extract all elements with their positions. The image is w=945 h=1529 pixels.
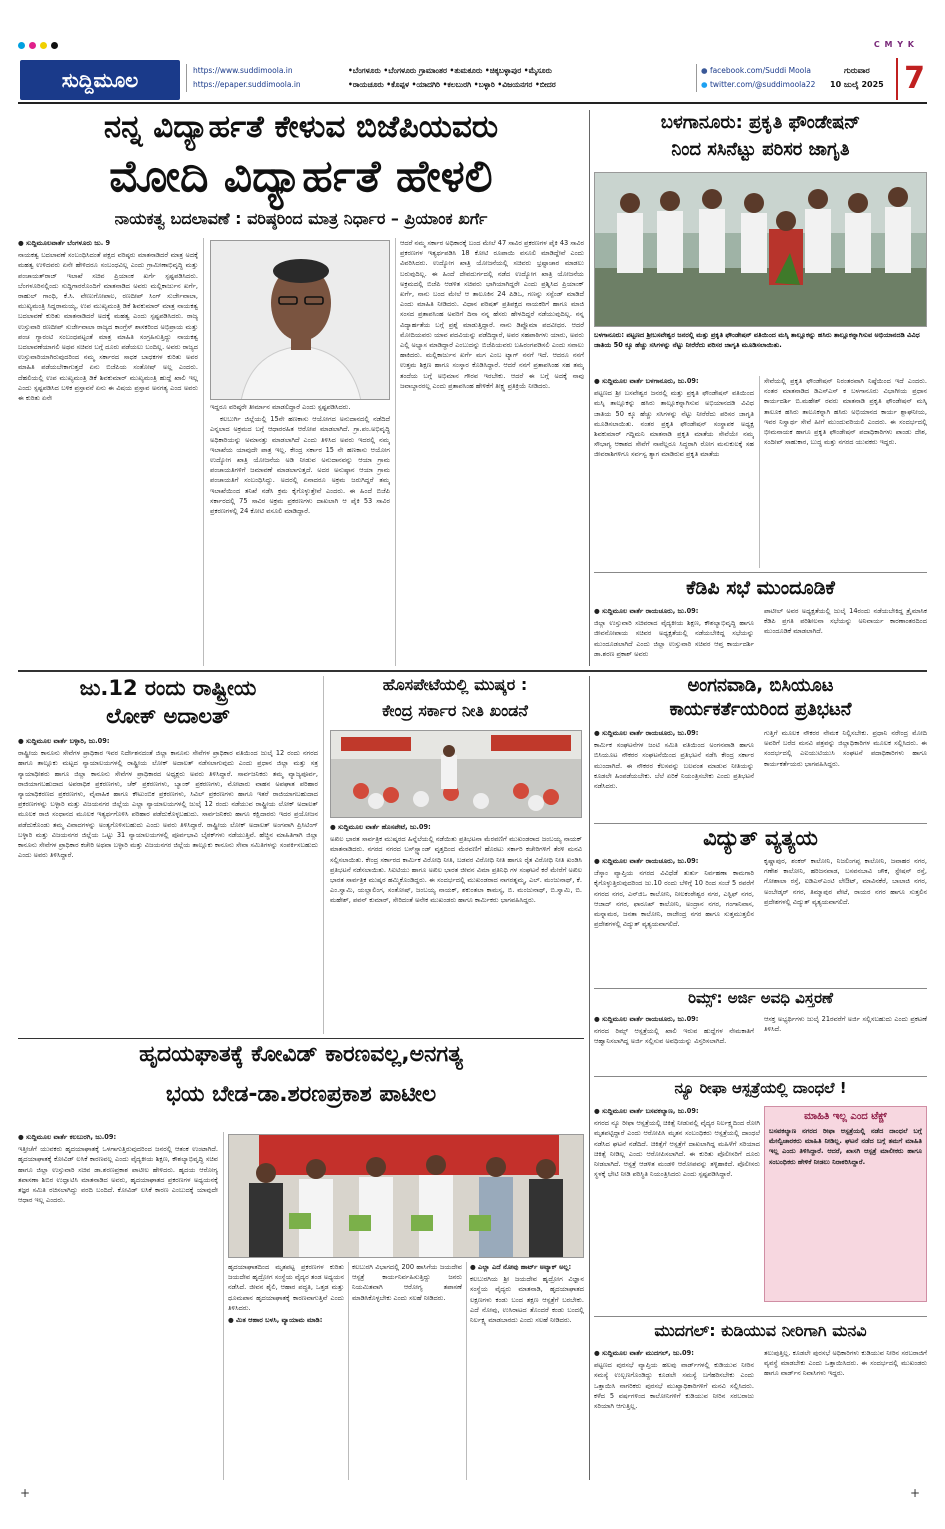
lead-column-2 [210, 402, 390, 666]
lead-text: ನಾಯಕತ್ವ ಬದಲಾವಣೆ ಸಂಬಂಧಿಸಿದಂತೆ ಪಕ್ಷದ ವರಿಷ್ಠರು ಮಾತನಾಡಿದರೆ ಮಾತ್ರ ಅದಕ್ಕೆ ಮಹತ್ವ ಉಳಿದವರು ಏನೇ ಹೇಳಿದರೂ ಸಂಬಂಧವಿಲ್ಲ ಎಂದು ಗ್ರಾಮೀಣಾಭಿವೃದ್ಧಿ ಮತ್ತು ಪಂಚಾಯತ್‌ರಾಜ್ ಇಲಾಖೆ ಸಚಿವ ಪ್ರಿಯಾಂಕ ಖರ್ಗೆ ಸ್ಪಷ್ಟಪಡಿಸಿದರು. ಬೆಂಗಳೂರಿನಲ್ಲಿಂದು ಸುದ್ದಿಗಾರರೊಂದಿಗೆ ಮಾತನಾಡಿದ ಅವರು ಮಲ್ಲಿಕಾರ್ಜುನ ಖರ್ಗೆ, ರಾಹುಲ್ ಗಾಂಧಿ, ಕೆ.ಸಿ. ವೇಣುಗೋಪಾಲ, ರಣದೀಪ್ ಸಿಂಗ್ ಸುರ್ಜೇವಾಲಾ, ಮುಖ್ಯಮಂತ್ರಿ ಸಿದ್ದರಾಮಯ್ಯ, ಉಪ ಮುಖ್ಯಮಂತ್ರಿ ಡಿಕೆ ಶಿವಕುಮಾರ್ ಮಾತ್ರ ನಾಯಕತ್ವ ಬದಲಾವಣೆ ಕುರಿತು ಮಾತನಾಡಿದರೆ ಅದಕ್ಕೆ ಮಹತ್ವ ಎಂದು ಸ್ಪಷ್ಟಪಡಿಸಿದರು. ರಾಜ್ಯ ಉಸ್ತುವಾರಿ ರಣದೀಪ್ ಸುರ್ಜೇವಾಲಾ ರಾಜ್ಯದ ಕಾಂಗ್ರೆಸ್ ಶಾಸಕರಿಂದ ಅಭಿಪ್ರಾಯ ಮತ್ತು ಪಂಚ ಗ್ಯಾರಂಟಿ ಸಂಬಂಧಪಟ್ಟಂತೆ ಮಾತ್ರ ಮಾಹಿತಿ ಸಂಗ್ರಹಿಸುತ್ತಿದ್ದು ನಾಯಕತ್ವ ಬದಲಾವಣೆಯಾಗಲಿ ಅಥವ ಸಚಿವರ ಬಗ್ಗೆ ದೂರು ಪಡೆಯಲು ಬಂದಿಲ್ಲ. ಅವರು ರಾಜ್ಯದ ಉಸ್ತುವಾರಿಯಾಗಿರುವುದರಿಂದ ನಮ್ಮ ಸರ್ಕಾರದ ಸಾಧಕ ಬಾಧಕಗಳ ಕುರಿತು ಅವರ ಮಾಹಿತಿ ಪಡೆಯಬೇಕಾಗುತ್ತದೆ ಏನು ಬಿಜೆಪಿಯ ಸಂತೋಷ್ ಅಲ್ಲ ಎಂದರು. ದೆಹಲಿಯಲ್ಲಿ ಉಪ ಮುಖ್ಯಮಂತ್ರಿ ಡಿಕೆ ಶಿವಕುಮಾರ್ ಮುಖ್ಯಮಂತ್ರಿ ಹುದ್ದೆ ಖಾಲಿ ಇಲ್ಲ ಎಂದು ಸ್ಪಷ್ಟಪಡಿಸಿದ ಬಳಿಕ ಪ್ರಸ್ತಾವನೆ ಏನು ಈ ವಿಷಯ ಪ್ರಸ್ತಾವ ಅನಗತ್ಯ ಎಂದ ಅವರು ಈ ಕುರಿತು ಏನೇ [18, 251, 198, 403]
covid-column-2 [228, 1262, 344, 1480]
kdp-column-1 [594, 606, 754, 666]
hospet-body [330, 822, 582, 1034]
tree-planting-photo [594, 172, 927, 327]
lead-column-1 [18, 238, 198, 666]
power-text: ಜೆಸ್ಕಾಂ ವ್ಯಾಪ್ತಿಯ ನಗರದ ವಿವಿಧೆಡೆ ತುರ್ತು ನಿರ್ವಹಣಾ ಕಾಮಗಾರಿ ಕೈಗೊಳ್ಳುತ್ತಿರುವುದರಿಂದ ಜು.10 ರಂದು ಬೆಳಿಗ್ಗೆ 10 ರಿಂದ ಸಂಜೆ 5 ರವರೆಗೆ ನಗರದ ನಗರ, ಎನ್‌ಜಿಒ ಕಾಲೋನಿ, ನೀಲಕಂಠೇಶ್ವರ ನಗರ, ಎಸ್ಟಿಫ್ ನಗರ, ಆಜಾದ್ ನಗರ, ಫಾರೂಖ್ ಕಾಲೋನಿ, ಅಂದ್ರಾನ ನಗರ, ಗಂಗಾನಿವಾಸ, ಮನ್ನಾಮಠ, ಜನತಾ ಕಾಲೋನಿ, ರಾಜೇಂದ್ರ ನಗರ ಹಾಗೂ ಸುತ್ತಮುತ್ತಲಿನ ಪ್ರದೇಶಗಳಲ್ಲಿ ವಿದ್ಯುತ್ ವ್ಯತ್ಯಯವಾಗಲಿದೆ. [594, 869, 754, 929]
rifa-sidebar-text: ಬಸವಕಲ್ಯಾಣ ನಗರದ ರೀಫಾ ಆಸ್ಪತ್ರೆಯಲ್ಲಿ ನಡೆದ ದಾಂಧಲೆ ಬಗ್ಗೆ ಮೇಲ್ವಿಚಾರಕರು ಮಾಹಿತಿ ನೀಡಿಲ್ಲ. ಘಟನೆ ನಡೆದ ಬಗ್ಗೆ ತಮಗೆ ಮಾಹಿತಿ ಇಲ್ಲ ಎಂದು ತಿಳಿಸಿದ್ದಾರೆ. ಆದರೆ, ಖಾಸಗಿ ಆಸ್ಪತ್ರೆ ಮಾಲೀಕರು ಹಾಗೂ ಸಂಬಂಧಿಕರು ಹೇಳಿಕೆ ನೀಡಲು ನಿರಾಕರಿಸಿದ್ದಾರೆ. [769, 1127, 922, 1166]
prakruthi-caption: ಬಳಗಾನೂರು: ಪಟ್ಟಣದ ಶ್ರೀಬಸವೇಶ್ವರ ಜನರಲ್ಲಿ ಮತ್ತು ಪ್ರಕೃತಿ ಫೌಂಡೇಷನ್ ವತಿಯಿಂದ ಮಸ್ಕಿ ತಾಲ್ಲೂಕನ್ನು ಹಸಿರು ತಾಲ್ಲೂಕನ್ನಾಗಿಸುವ ಅಭಿಯಾನದಡಿ ವಿವಿಧ ಜಾತಿಯ 50 ಕ್ಕೂ ಹೆಚ್ಚು ಸಸಿಗಳನ್ನು ನೆಟ್ಟು ನೀರೆರೆದು ಪರಿಸರ ಜಾಗೃತಿ ಮೂಡಿಸಲಾಯಿತು. [594, 331, 920, 349]
issue-date [830, 64, 884, 92]
minister-photo [210, 240, 390, 400]
power-column-2 [764, 856, 927, 984]
rims-text: ನಗರದ ರಿಮ್ಸ್ ಆಸ್ಪತ್ರೆಯಲ್ಲಿ ಖಾಲಿ ಇರುವ ಹುದ್ದೆಗಳ ನೇಮಕಾತಿಗೆ ಆಹ್ವಾನಿಸಲಾಗಿದ್ದ ಅರ್ಜಿ ಸಲ್ಲಿಸುವ ಅವಧಿಯನ್ನು ವಿಸ್ತರಿಸಲಾಗಿದೆ. [594, 1027, 754, 1046]
rifa-text: ನಗರದ ನ್ಯೂ ರೀಫಾ ಆಸ್ಪತ್ರೆಯಲ್ಲಿ ಚಿಕಿತ್ಸೆ ನೀಡುವಲ್ಲಿ ವೈದ್ಯರ ನಿರ್ಲಕ್ಷ್ಯದಿಂದ ರೋಗಿ ಮೃತಪಟ್ಟಿದ್ದಾರೆ ಎಂದು ಆರೋಪಿಸಿ ಮೃತನ ಸಂಬಂಧಿಕರು ಆಸ್ಪತ್ರೆಯಲ್ಲಿ ದಾಂಧಲೆ ನಡೆಸಿದ ಘಟನೆ ನಡೆದಿದೆ. ಚಿಕಿತ್ಸೆಗೆ ಆಸ್ಪತ್ರೆಗೆ ದಾಖಲಾಗಿದ್ದ ಮಹಿಳೆಗೆ ಸರಿಯಾದ ಚಿಕಿತ್ಸೆ ನೀಡಿಲ್ಲ ಎಂದು ಆರೋಪಿಸಲಾಗಿದೆ. ಈ ಕುರಿತು ಪೊಲೀಸರಿಗೆ ದೂರು ನೀಡಲಾಗಿದೆ. ಆಸ್ಪತ್ರೆ ಆಡಳಿತ ಮಂಡಳಿ ಆರೋಪವನ್ನು ತಳ್ಳಿಹಾಕಿದೆ. ಪೊಲೀಸರು ಸ್ಥಳಕ್ಕೆ ಭೇಟಿ ನೀಡಿ ಪರಿಸ್ಥಿತಿ ನಿಯಂತ್ರಿಸಿದರು ಎಂದು ಸ್ಪಷ್ಟಪಡಿಸಿದ್ದಾರೆ. [594, 1119, 760, 1179]
covid-headline-1: ಹೃದಯಘಾತಕ್ಕೆ ಕೋವಿಡ್ ಕಾರಣವಲ್ಲ,ಅನಗತ್ಯ [139, 1042, 463, 1067]
covid-subhead: ● ಎಲ್ಲಾ ಎದೆ ನೋವು ಹಾರ್ಟ್ ಅಟ್ಯಾಕ್ ಅಲ್ಲ: [470, 1263, 572, 1271]
rims-column-1 [594, 1014, 754, 1072]
crowd-photo-icon [331, 731, 582, 818]
lead-subhead: ನಾಯಕತ್ವ ಬದಲಾವಣೆ : ವರಿಷ್ಠರಿಂದ ಮಾತ್ರ ನಿರ್ಧಾರ – ಪ್ರಿಯಾಂಕ ಖರ್ಗೆ [114, 209, 488, 228]
anganwadi-byline: ● ಸುದ್ದಿಮೂಲ ವಾರ್ತೆ ರಾಯಚೂರು, ಜು.09: [594, 729, 699, 737]
website-links [186, 64, 301, 92]
registration-marks [18, 40, 927, 54]
lead-text: ಕಲಬುರ್ಗಿ ಜಿಲ್ಲೆಯಲ್ಲಿ 15ನೇ ಹಣಕಾಸು ಆಯೋಗದ ಅನುದಾನದಲ್ಲಿ ನಡೆದಿದೆ ಎನ್ನಲಾದ ಅಕ್ರಮದ ಬಗ್ಗೆ ಆಧಾರರಹಿತ ಆರೋಪ ಮಾಡಲಾಗಿದೆ. ಗ್ರಾ.ಪಂ.ಅಭಿವೃದ್ಧಿ ಅಧಿಕಾರಿಯನ್ನು ಅಮಾನತ್ತು ಮಾಡಲಾಗಿದೆ ಎಂದು ತಿಳಿಸಿದ ಅವರು ಇದರಲ್ಲಿ ನಮ್ಮ ಇಲಾಖೆಯ ಯಾವುದೇ ಪಾತ್ರ ಇಲ್ಲ. ಕೇಂದ್ರ ಸರ್ಕಾರ 15 ನೇ ಹಣಕಾಸು ಆಯೋಗ ಉದ್ಯೋಗ ಖಾತ್ರಿ ಯೋಜನೆಯ ಅಡಿ ನೀಡುವ ಅನುದಾನವನ್ನು ಆಯಾ ಗ್ರಾಮ ಪಂಚಾಯತಿಗಳಿಗೆ ಜಮಾವಣೆ ಮಾಡಲಾಗುತ್ತದೆ. ಅದರ ಅನುಷ್ಠಾನ ಆಯಾ ಗ್ರಾಮ ಪಂಚಾಯತಿಗೆ ಸಂಬಂಧಿಸಿದ್ದು. ಅದರಲ್ಲಿ ಏನಾದರೂ ಅಕ್ರಮ ಜರುಗಿದ್ದರೆ ತಮ್ಮ ಇಲಾಖೆಯಿಂದ ತನಿಖೆ ನಡೆಸಿ ಕ್ರಮ ಕೈಗೊಳ್ಳುತ್ತೇವೆ ಎಂದರು. ಈ ಹಿಂದೆ ಬಿಜೆಪಿ ಸರ್ಕಾರದಲ್ಲಿ 75 ಸಾವಿರ ಅಕ್ರಮ ಪ್ರಕರಣಗಳು ದಾಖಲಾಗಿ ಆ ಪೈಕಿ 53 ಸಾವಿರ ಪ್ರಕರಣಗಳಲ್ಲಿ 24 ಕೋಟಿ ವಸೂಲಿ ಮಾಡಿದ್ದಾರೆ. [210, 415, 390, 516]
covid-subhead: ● ಮಿತ ಆಹಾರ ಬಳಸಿ, ವ್ಯಾಯಾಮ ಮಾಡಿ: [228, 1316, 323, 1325]
rifa-byline: ● ಸುದ್ದಿಮೂಲ ವಾರ್ತೆ ಬಸವಕಲ್ಯಾಣ, ಜು.09: [594, 1107, 699, 1115]
page-number: 7 [896, 58, 925, 100]
covid-text: ಕಲಬುರಗಿಯ ಶ್ರೀ ಜಯದೇವ ಹೃದ್ರೋಗ ವಿಜ್ಞಾನ ಸಂಸ್ಥೆಯ ವೈದ್ಯರು ಮಾತನಾಡಿ, ಹೃದಯಾಘಾತದ ಲಕ್ಷಣಗಳು ಕಂಡು ಬಂದ ತಕ್ಷಣ ಆಸ್ಪತ್ರೆಗೆ ಬರಬೇಕು. ಎದೆ ನೋವು, ಉಸಿರಾಟದ ತೊಂದರೆ ಕಂಡು ಬಂದಲ್ಲಿ ನಿರ್ಲಕ್ಷ್ಯ ಮಾಡಬಾರದು ಎಂದು ಸಲಹೆ ನೀಡಿದರು. [470, 1275, 584, 1325]
prakruthi-text: ಪಟ್ಟಣದ ಶ್ರೀ ಬಸವೇಶ್ವರ ಜನರಲ್ಲಿ ಮತ್ತು ಪ್ರಕೃತಿ ಫೌಂಡೇಷನ್ ವತಿಯಿಂದ ಮಸ್ಕಿ ತಾಲ್ಲೂಕನ್ನು ಹಸಿರು ತಾಲ್ಲೂಕನ್ನಾಗಿಸುವ ಅಭಿಯಾನದಡಿ ವಿವಿಧ ಜಾತಿಯ 50 ಕ್ಕೂ ಹೆಚ್ಚು ಸಸಿಗಳನ್ನು ನೆಟ್ಟು ನೀರೆರೆದು ಪರಿಸರ ಜಾಗೃತಿ ಮೂಡಿಸಲಾಯಿತು. ನಂತರ ಪ್ರಕೃತಿ ಫೌಂಡೇಷನ್ ಸಂಸ್ಥಾಪಕ ಅಧ್ಯಕ್ಷ ಶಿವಕುಮಾರ್ ಗದ್ದಿಮನಿ ಮಾತನಾಡಿ ಪ್ರಕೃತಿ ಮಾತೆಯ ಸೇವೆಯೇ ನಮ್ಮ ಸೌಭಾಗ್ಯ ಆಕಾಶದ ಸೇವೆಗೆ ನಾವೆಲ್ಲರೂ ಸಿದ್ಧರಾಗಿ ರೋಗ ಮನುಕುಲಕ್ಕೆ ಸಹ ಜೀವರಾಶಿಗಳಿಗೂ ಸರ್ವಸ್ವ ತ್ಯಾಗ ಮಾಡಿರುವ ಪ್ರಕೃತಿ ಮಾತೆಯ [594, 389, 754, 459]
power-column-1 [594, 856, 754, 984]
kdp-column-2 [764, 606, 927, 666]
epaper-link[interactable]: https://epaper.suddimoola.in [193, 80, 301, 89]
lead-column-3 [400, 238, 584, 666]
cmyk-mark: C M Y K [873, 40, 915, 49]
hospet-text: ಅಖಿಲ ಭಾರತ ಸಾರ್ವತ್ರಿಕ ಮುಷ್ಕರದ ಹಿನ್ನೆಲೆಯಲ್ಲಿ ನಡೆಯಿತು ಪ್ರತಿಭಟನಾ ಮೆರವಣಿಗೆ ಮುಖಂಡರಾದ ಜಂಬಯ್ಯ ನಾಯಕ್ ಮಾತನಾಡಿದರು. ನಗರದ ನಗರದ ಬಸ್‌ಸ್ಟ್ಯಾಂಡ್ ವೃತ್ತದಿಂದ ಮೆರವಣಿಗೆ ಹೊರಟು ಸರ್ಕಾರಿ ಕಚೇರಿಗಳಿಗೆ ತೆರಳಿ ಮನವಿ ಸಲ್ಲಿಸಲಾಯಿತು. ಕೇಂದ್ರ ಸರ್ಕಾರದ ಕಾರ್ಮಿಕ ವಿರೋಧಿ ನೀತಿ, ಬಡವರ ವಿರೋಧಿ ನೀತಿ ಹಾಗೂ ರೈತ ವಿರೋಧಿ ನೀತಿ ಖಂಡಿಸಿ ಪ್ರತಿಭಟನೆ ನಡೆಸಲಾಯಿತು. ಸಿಐಟಿಯು ಹಾಗೂ ಅಖಿಲ ಭಾರತ ಜೀವನ ವಿಮಾ ಪ್ರತಿನಿಧಿ ಗಳ ಸಂಘಟನೆ ಕರೆ ಮೇರೆಗೆ ಅಖಿಲ ಭಾರತ ಸಾರ್ವತ್ರಿಕ ಮುಷ್ಕರ ಹಮ್ಮಿಕೊಂಡಿದ್ದರು. ಈ ಸಂದರ್ಭದಲ್ಲಿ ಮುಖಂಡರಾದ ನಾಗರತ್ನಮ್ಮ, ಎಲ್. ಮಂಜುನಾಥ್, ಕೆ. ಎಂ.ಸ್ವಾಮಿ, ಯಲ್ಲಾಲಿಂಗ, ಸಂತೋಷ್, ಜಂಬಯ್ಯ ನಾಯಕ್, ಶಕುಂತಲಾ ಕಾಮಸ್ಯ, ಬಿ. ಮಂಜುನಾಥ್, ಬಿ.ಸ್ವಾಮಿ, ಬಿ. ಮಹೇಶ್, ಪವನ್ ಕುಮಾರ್, ಸೇರಿದಂತೆ ಅನೇಕ ಮುಖಂಡರು ಹಾಗೂ ಕಾರ್ಮಿಕರು ಭಾಗವಹಿಸಿದ್ದರು. [330, 835, 582, 905]
facebook-link[interactable]: ● facebook.com/Suddi Moola [701, 66, 811, 75]
covid-column-1 [18, 1132, 218, 1480]
power-byline: ● ಸುದ್ದಿಮೂಲ ವಾರ್ತೆ ರಾಯಚೂರು, ಜು.09: [594, 857, 699, 865]
health-camp-photo [228, 1134, 584, 1258]
social-links [696, 64, 815, 92]
crop-mark-icon: + [910, 1486, 921, 1500]
rims-text: ಆಸಕ್ತ ಅಭ್ಯರ್ಥಿಗಳು ಜುಲೈ 21ರವರೆಗೆ ಅರ್ಜಿ ಸಲ್ಲಿಸಬಹುದು ಎಂದು ಪ್ರಕಟಣೆ ತಿಳಿಸಿದೆ. [764, 1015, 927, 1034]
covid-text: ಇತ್ತೀಚೆಗೆ ಯುವಕರು ಹೃದಯಾಘಾತಕ್ಕೆ ಒಳಗಾಗುತ್ತಿರುವುದರಿಂದ ಜನರಲ್ಲಿ ಆತಂಕ ಉಂಟಾಗಿದೆ. ಹೃದಯಾಘಾತಕ್ಕೆ ಕೋವಿಡ್ ಲಸಿಕೆ ಕಾರಣವಲ್ಲ ಎಂದು ವೈದ್ಯಕೀಯ ಶಿಕ್ಷಣ, ಕೌಶಲ್ಯಾಭಿವೃದ್ಧಿ ಸಚಿವ ಹಾಗೂ ಜಿಲ್ಲಾ ಉಸ್ತುವಾರಿ ಸಚಿವ ಡಾ.ಶರಣಪ್ರಕಾಶ ಪಾಟೀಲ ಹೇಳಿದರು. ಹೃದಯ ಆರೋಗ್ಯ ತಪಾಸಣಾ ಶಿಬಿರ ಉದ್ಘಾಟಿಸಿ ಮಾತನಾಡಿದ ಅವರು, ಹೃದಯಾಘಾತದ ಪ್ರಕರಣಗಳ ಅಧ್ಯಯನಕ್ಕೆ ತಜ್ಞರ ಸಮಿತಿ ರಚಿಸಲಾಗಿದ್ದು ವರದಿ ಬಂದಿದೆ. ಕೋವಿಡ್ ಲಸಿಕೆ ಕಾರಣ ಎಂಬುದಕ್ಕೆ ಯಾವುದೇ ಆಧಾರ ಇಲ್ಲ ಎಂದರು. [18, 1145, 218, 1205]
crop-mark-icon: + [20, 1486, 31, 1500]
kdp-headline: ಕೆಡಿಪಿ ಸಭೆ ಮುಂದೂಡಿಕೆ [686, 577, 835, 599]
hospet-headline-1: ಹೊಸಪೇಟೆಯಲ್ಲಿ ಮುಷ್ಕರ : [382, 675, 528, 694]
rims-headline: ರಿಮ್ಸ್: ಅರ್ಜಿ ಅವಧಿ ವಿಸ್ತರಣೆ [688, 989, 833, 1007]
prakruthi-column-1 [594, 376, 754, 568]
group-photo-icon [595, 173, 927, 327]
issue-date-text: 10 ಜುಲೈ 2025 [830, 80, 884, 89]
rims-byline: ● ಸುದ್ದಿಮೂಲ ವಾರ್ತೆ ರಾಯಚೂರು, ಜು.09: [594, 1015, 699, 1023]
lead-byline: ● ಸುದ್ದಿಮೂಲವಾರ್ತೆ ಬೆಂಗಳೂರು ಜು. 9 [18, 239, 111, 247]
anganwadi-headline-2: ಕಾರ್ಯಕರ್ತೆಯರಿಂದ ಪ್ರತಿಭಟನೆ [669, 699, 852, 720]
magenta-dot-icon [29, 42, 36, 49]
lead-text: ಆದರೆ ನಮ್ಮ ಸರ್ಕಾರ ಅಧಿಕಾರಕ್ಕೆ ಬಂದ ಮೇಲೆ 47 ಸಾವಿರ ಪ್ರಕರಣಗಳ ಪೈಕಿ 43 ಸಾವಿರ ಪ್ರಕರಣಗಳ ಇತ್ಯರ್ಥಪಡಿಸಿ 18 ಕೋಟಿ ರೂಪಾಯಿ ವಸೂಲಿ ಮಾಡಿದ್ದೇವೆ ಎಂದು ವಿವರಿಸಿದರು. ಉದ್ಯೋಗ ಖಾತ್ರಿ ಯೋಜನೆಯಲ್ಲಿ ಸಚಿವರು ಭ್ರಷ್ಟಾಚಾರ ಮಾಡಲು ಬರುವುದಿಲ್ಲ. ಈ ಹಿಂದೆ ದೇವದುರ್ಗದಲ್ಲಿ ನಡೆದ ಉದ್ಯೋಗ ಖಾತ್ರಿ ಯೋಜನೆಯ ಅಕ್ರಮದಲ್ಲಿ ಬಿಜೆಪಿ ಆಡಳಿತ ಸಚಿವರು ಭಾಗಿಯಾಗಿದ್ದರೇ ಎಂದು ಪ್ರಶ್ನಿಸಿದ ಪ್ರಿಯಾಂಕ್ ಖರ್ಗೆ, ನಾನು ಬಂದ ಮೇಲೆ ಆ ತಾಲೂಕಿನ 24 ಪಿಡಿಒ, ಗಣನ್ನು ಸಸ್ಪೆಂಡ್ ಮಾಡಿದೆ ಎಂದು ಮಾಹಿತಿ ನೀಡಿದರು. ವಿಧಾನ ಪರಿಷತ್ ಪ್ರತಿಪಕ್ಷದ ನಾಯಕರಿಗೆ ಹಾಗೂ ಮಾಜಿ ಸಂಸದ ಪ್ರತಾಪಸಿಂಹ ಅವರಿಗೆ ದಿನಾ ನನ್ನ ಹೆಸರು ಹೇಳದಿದ್ದರೆ ನಡೆಯುವುದಿಲ್ಲ. ನನ್ನ ವಿದ್ಯಾರ್ಹತೆಯ ಬಗ್ಗೆ ಪ್ರಶ್ನೆ ಮಾಡುತ್ತಿದ್ದಾರೆ. ನಾನು ಡಿಪ್ಲೊಮಾ ಪದವೀಧರ. ಆದರೆ ಮೋದಿಯವರು ಯಾವ ಪದವಿಯನ್ನು ಪಡೆದಿದ್ದಾರೆ, ಅವರ ಸಹಪಾಠಿಗಳು ಯಾರು, ಅವರು ಎಲ್ಲಿ ಅಭ್ಯಾಸ ಮಾಡಿದ್ದಾರೆ ಎಂಬುದನ್ನು ಬಿಜೆಪಿಯವರು ಬಹಿರಂಗಪಡಿಸಲಿ ಎಂದು ಸವಾಲು ಹಾಕಿದರು. ಮಲ್ಲಿಕಾರ್ಜುನ ಖರ್ಗೆ ಮಗ ಎಂಬ ಟ್ಯಾಗ್ ನನಗೆ ಇದೆ. ಆದರೂ ನನಗೆ ಉತ್ತಮ ಶಿಕ್ಷಣ ಹಾಗೂ ಸಂಸ್ಕಾರ ಕೊಡಿಸಿದ್ದಾರೆ. ಆದರೆ ನನಗೆ ಪ್ರತಾಪಸಿಂಹ ಸಹ ತಮ್ಮ ತಂದೆಯ ಬಗ್ಗೆ ಅಭಿಮಾನ ಗೌರವ ಇರಬೇಕು. ಆದರೆ ಈ ಬಗ್ಗೆ ಅದಕ್ಕೆ ನಾವು ಜವಾಬ್ದಾರರಲ್ಲ ಎಂದು ಪ್ರತಾಪಸಿಂಹ ಹೇಳಿಕೆಗೆ ತೀಕ್ಷ್ಣ ಪ್ರತಿಕ್ರಿಯೆ ನೀಡಿದರು. [400, 239, 584, 390]
dignitaries-photo-icon [229, 1135, 584, 1258]
portrait-icon [211, 241, 390, 400]
lokadalat-body [18, 736, 318, 1034]
twitter-icon: ● [701, 80, 708, 89]
mudgal-column-2 [764, 1348, 927, 1480]
prakruthi-column-2 [764, 376, 927, 568]
lokadalat-text: ರಾಷ್ಟ್ರೀಯ ಕಾನೂನು ಸೇವೆಗಳ ಪ್ರಾಧಿಕಾರ ಇವರ ನಿರ್ದೇಶನದಂತೆ ಜಿಲ್ಲಾ ಕಾನೂನು ಸೇವೆಗಳ ಪ್ರಾಧಿಕಾರ ವತಿಯಿಂದ ಜುಲೈ 12 ರಂದು ನಗರದ ಹಾಗೂ ತಾಲ್ಲೂಕು ಮಟ್ಟದ ನ್ಯಾಯಾಲಯಗಳಲ್ಲಿ ರಾಷ್ಟ್ರೀಯ ಲೋಕ್ ಅದಾಲತ್ ನಡೆಸಲಾಗುವುದು ಎಂದು ಪ್ರಧಾನ ಜಿಲ್ಲಾ ಮತ್ತು ಸತ್ರ ನ್ಯಾಯಾಧೀಶರು ಹಾಗೂ ಜಿಲ್ಲಾ ಕಾನೂನು ಸೇವೆಗಳ ಪ್ರಾಧಿಕಾರದ ಅಧ್ಯಕ್ಷರು ಅವರು ತಿಳಿಸಿದ್ದಾರೆ. ಸಾರ್ವಜನಿಕರು ತಮ್ಮ ವ್ಯಾಜ್ಯಪೂರ್ವ, ರಾಜಿಯಾಗಬಹುದಾದ ಅಪರಾಧಿಕ ಪ್ರಕರಣಗಳು, ಚೆಕ್ ಪ್ರಕರಣಗಳು, ಬ್ಯಾಂಕ್ ಪ್ರಕರಣಗಳು, ಮೋಟಾರು ವಾಹನ ಅಪಘಾತ ಪರಿಹಾರ ನ್ಯಾಯಾಧಿಕರಣದ ಪ್ರಕರಣಗಳು, ವೈವಾಹಿಕ ಹಾಗೂ ಕೌಟುಂಬಿಕ ಪ್ರಕರಣಗಳು, ಸಿವಿಲ್ ಪ್ರಕರಣಗಳು ಹಾಗೂ ಇತರೆ ರಾಜಿಯಾಗಬಹುದಾದ ಪ್ರಕರಣಗಳನ್ನು ಬಳ್ಳಾರಿ ಮತ್ತು ವಿಜಯನಗರ ಜಿಲ್ಲೆಯ ಎಲ್ಲಾ ನ್ಯಾಯಾಲಯಗಳಲ್ಲಿ ಜುಲೈ 12 ರಂದು ನಡೆಯುವ ರಾಷ್ಟ್ರೀಯ ಲೋಕ್ ಅದಾಲತ್ ಮೂಲಕ ರಾಜಿ ಸಂಧಾನದ ಮೂಲಕ ಇತ್ಯರ್ಥಗೊಳಿಸಿ ಪರಿಹಾರ ಪಡೆದುಕೊಳ್ಳಬಹುದು. ಸಾರ್ವಜನಿಕರು ಹಾಗೂ ಕಕ್ಷಿದಾರರು ಇದರ ಪ್ರಯೋಜನ ಪಡೆದುಕೊಂಡು ತಮ್ಮ ವಿವಾದಗಳನ್ನು ಅಂತ್ಯಗೊಳಿಸಬಹುದು ಎಂದು ಅವರು ತಿಳಿಸಿದ್ದಾರೆ. ರಾಷ್ಟ್ರೀಯ ಲೋಕ್ ಅದಾಲತ್ ಅಂಗವಾಗಿ ಪ್ರಿಸಿಟಿಂಗ್ ಬಳ್ಳಾರಿ ಮತ್ತು ವಿಜಯನಗರ ಜಿಲ್ಲೆಯ ಒಟ್ಟು 31 ನ್ಯಾಯಾಲಯಗಳಲ್ಲಿ ಪೂರ್ವಭಾವಿ ಬೈಠಕ್‌ಗಳು ನಡೆಯುತ್ತಿವೆ. ಹೆಚ್ಚಿನ ಮಾಹಿತಿಗಾಗಿ ಜಿಲ್ಲಾ ಕಾನೂನು ಸೇವೆಗಳ ಪ್ರಾಧಿಕಾರ ಕಚೇರಿ ಅಥವಾ ಬಳ್ಳಾರಿ ಮತ್ತು ವಿಜಯನಗರ ಜಿಲ್ಲೆಯ ತಾಲ್ಲೂಕು ಕಾನೂನು ಸೇವಾ ಸಮಿತಿಗಳನ್ನು ಸಂಪರ್ಕಿಸಬಹುದು ಎಂದು ಅವರು ತಿಳಿಸಿದ್ದಾರೆ. [18, 749, 318, 860]
covid-headline-2: ಭಯ ಬೇಡ-ಡಾ.ಶರಣಪ್ರಕಾಶ ಪಾಟೀಲ [165, 1082, 437, 1107]
power-headline: ವಿದ್ಯುತ್ ವ್ಯತ್ಯಯ [703, 826, 818, 850]
lead-photo-caption: ಇದ್ದರೂ ವರಿಷ್ಠರೇ ತೀರ್ಮಾನ ಮಾಡಲಿದ್ದಾರೆ ಎಂದು ಸ್ಪಷ್ಟಪಡಿಸಿದರು. [210, 403, 351, 411]
hospet-headline-2: ಕೇಂದ್ರ ಸರ್ಕಾರ ನೀತಿ ಖಂಡನೆ [382, 701, 528, 720]
facebook-icon: ● [701, 66, 708, 75]
prakruthi-byline: ● ಸುದ್ದಿಮೂಲ ವಾರ್ತೆ ಬಳಗಾನೂರು, ಜು.09: [594, 377, 699, 385]
mudgal-text: ತಲುಪುತ್ತಿಲ್ಲ. ಕೂಡಲೇ ಪುರಸಭೆ ಅಧಿಕಾರಿಗಳು ಕುಡಿಯುವ ನೀರಿನ ಸರಬರಾಜಿಗೆ ವ್ಯವಸ್ಥೆ ಮಾಡಬೇಕು ಎಂದು ಒತ್ತಾಯಿಸಿದರು. ಈ ಸಂದರ್ಭದಲ್ಲಿ ಮುಖಂಡರು ಹಾಗೂ ವಾರ್ಡ್‌ನ ನಿವಾಸಿಗಳು ಇದ್ದರು. [764, 1349, 927, 1378]
covid-text: ಹೃದಯಾಘಾತದಿಂದ ಮೃತಪಟ್ಟ ಪ್ರಕರಣಗಳ ಕುರಿತು ಜಯದೇವ ಹೃದ್ರೋಗ ಸಂಸ್ಥೆಯ ವೈದ್ಯರ ತಂಡ ಅಧ್ಯಯನ ನಡೆಸಿದೆ. ಜೀವನ ಶೈಲಿ, ಆಹಾರ ಪದ್ಧತಿ, ಒತ್ತಡ ಮತ್ತು ಧೂಮಪಾನ ಹೃದಯಾಘಾತಕ್ಕೆ ಕಾರಣವಾಗುತ್ತಿವೆ ಎಂದು ತಿಳಿಸಿದರು. [228, 1263, 344, 1312]
kdp-text: ಪಾಟೀಲ್ ಅವರ ಅಧ್ಯಕ್ಷತೆಯಲ್ಲಿ ಜುಲೈ 14ರಂದು ನಡೆಯಬೇಕಿದ್ದ ತ್ರೈಮಾಸಿಕ ಕೆಡಿಪಿ ಪ್ರಗತಿ ಪರಿಶೀಲನಾ ಸಭೆಯನ್ನು ಅನಿವಾರ್ಯ ಕಾರಣಾಂತರದಿಂದ ಮುಂದೂಡಿಕೆ ಮಾಡಲಾಗಿದೆ. [764, 607, 927, 636]
covid-byline: ● ಸುದ್ದಿಮೂಲ ವಾರ್ತೆ ಕಲಬುರಗಿ, ಜು.09: [18, 1133, 117, 1141]
rifa-body [594, 1106, 760, 1312]
anganwadi-headline-1: ಅಂಗನವಾಡಿ, ಬಿಸಿಯೂಟ [687, 675, 834, 696]
mudgal-byline: ● ಸುದ್ದಿಮೂಲ ವಾರ್ತೆ ಮುದಗಲ್, ಜು.09: [594, 1349, 694, 1357]
anganwadi-text: ಗುತ್ತಿಗೆ ಮೂಲಕ ನೌಕರರ ನೇಮಕ ನಿಲ್ಲಿಸಬೇಕು. ಪ್ರಧಾನಿ ನರೇಂದ್ರ ಮೋದಿ ಅವರಿಗೆ ಬರೆದ ಮನವಿ ಪತ್ರವನ್ನು ಜಿಲ್ಲಾಧಿಕಾರಿಗಳ ಮೂಲಕ ಸಲ್ಲಿಸಿದರು. ಈ ಸಂದರ್ಭದಲ್ಲಿ ಎಐಯುಟಿಯುಸಿ ಸಂಘಟನೆ ಪದಾಧಿಕಾರಿಗಳು ಹಾಗೂ ಕಾರ್ಯಕರ್ತೆಯರು ಭಾಗವಹಿಸಿದ್ದರು. [764, 729, 927, 768]
rifa-headline: ನ್ಯೂ ರೀಫಾ ಆಸ್ಪತ್ರೆಯಲ್ಲಿ ದಾಂಧಲೆ ! [674, 1079, 847, 1097]
mudgal-text: ಪಟ್ಟಣದ ಪುರಸಭೆ ವ್ಯಾಪ್ತಿಯ ಹಲವು ವಾರ್ಡ್‌ಗಳಲ್ಲಿ ಕುಡಿಯುವ ನೀರಿನ ಸಮಸ್ಯೆ ಉಲ್ಬಣಗೊಂಡಿದ್ದು ಕೂಡಲೇ ಸಮಸ್ಯೆ ಬಗೆಹರಿಸಬೇಕು ಎಂದು ಒತ್ತಾಯಿಸಿ ನಾಗರಿಕರು ಪುರಸಭೆ ಮುಖ್ಯಾಧಿಕಾರಿಗಳಿಗೆ ಮನವಿ ಸಲ್ಲಿಸಿದರು. ಕಳೆದ 5 ವರ್ಷಗಳಿಂದ ಕಾಲೋನಿಗಳಿಗೆ ಕುಡಿಯುವ ನೀರಿನ ಸರಬರಾಜು ಸರಿಯಾಗಿ ಆಗುತ್ತಿಲ್ಲ. [594, 1361, 754, 1411]
rims-column-2 [764, 1014, 927, 1072]
kdp-text: ಜಿಲ್ಲಾ ಉಸ್ತುವಾರಿ ಸಚಿವರಾದ ವೈದ್ಯಕೀಯ ಶಿಕ್ಷಣ, ಕೌಶಲ್ಯಾಭಿವೃದ್ಧಿ ಹಾಗೂ ಜೀವನೋಪಾಯ ಸಚಿವರ ಅಧ್ಯಕ್ಷತೆಯಲ್ಲಿ ನಡೆಯಬೇಕಿದ್ದ ಸಭೆಯನ್ನು ಮುಂದೂಡಲಾಗಿದೆ ಎಂದು ಜಿಲ್ಲಾ ಉಸ್ತುವಾರಿ ಸಚಿವರ ಆಪ್ತ ಕಾರ್ಯದರ್ಶಿ ಡಾ.ಶರಣ ಪ್ರಕಾಶ್ ಅವರು [594, 619, 754, 658]
cities-line: •ಬೆಂಗಳೂರು •ಬೆಂಗಳೂರು ಗ್ರಾಮಾಂತರ •ತುಮಕೂರು •ಚಿಕ್ಕಬಳ್ಳಾಪುರ •ಮೈಸೂರು [348, 66, 552, 75]
black-dot-icon [51, 42, 58, 49]
brand-logo[interactable]: ಸುದ್ದಿಮೂಲ [20, 60, 180, 100]
protest-photo [330, 730, 582, 818]
hospet-byline: ● ಸುದ್ದಿಮೂಲ ವಾರ್ತೆ ಹೊಸಪೇಟೆ, ಜು.09: [330, 823, 431, 831]
mudgal-column-1 [594, 1348, 754, 1480]
covid-text: ಕಲಬುರಗಿ ವಿಭಾಗದಲ್ಲಿ 200 ಹಾಸಿಗೆಯ ಜಯದೇವ ಆಸ್ಪತ್ರೆ ಕಾರ್ಯನಿರ್ವಹಿಸುತ್ತಿದ್ದು ಜನರು ನಿಯಮಿತವಾಗಿ ಆರೋಗ್ಯ ತಪಾಸಣೆ ಮಾಡಿಸಿಕೊಳ್ಳಬೇಕು ಎಂದು ಸಲಹೆ ನೀಡಿದರು. [352, 1263, 462, 1302]
power-text: ಕೃಷ್ಣಾಪುರ, ಶಂಕರ್ ಕಾಲೋನಿ, ನಿಜಲಿಂಗಪ್ಪ ಕಾಲೋನಿ, ಜವಾಹರ ನಗರ, ಗಣೇಶ ಕಾಲೋನಿ, ಹರಿಜನವಾಡ, ಬಸವನಬಾವಿ ಚೌಕ, ಸ್ಟೇಷನ್ ರಸ್ತೆ, ಗೋಶಾಲಾ ರಸ್ತೆ, ಐಡಿಎಸ್‌ಎಂಟಿ ಲೇಔಟ್, ಮಾವಿನಕೆರೆ, ಬಾಲಾಜಿ ನಗರ, ಅಂಬೇಡ್ಕರ್ ನಗರ, ತಿಮ್ಮಾಪುರ ಪೇಟೆ, ರಾಯರ ನಗರ ಹಾಗೂ ಸುತ್ತಲಿನ ಪ್ರದೇಶಗಳಲ್ಲಿ ವಿದ್ಯುತ್ ವ್ಯತ್ಯಯವಾಗಲಿದೆ. [764, 857, 927, 906]
cyan-dot-icon [18, 42, 25, 49]
covid-column-4 [470, 1262, 584, 1480]
prakruthi-headline-2: ನಿಂದ ಸಸಿನೆಟ್ಟು ಪರಿಸರ ಜಾಗೃತಿ [671, 139, 850, 160]
twitter-link[interactable]: ● twitter.com/@suddimoola22 [701, 80, 816, 89]
kdp-byline: ● ಸುದ್ದಿಮೂಲ ವಾರ್ತೆ ರಾಯಚೂರು, ಜು.09: [594, 607, 699, 615]
anganwadi-text: ಕಾರ್ಮಿಕ ಸಂಘಟನೆಗಳ ಜಂಟಿ ಸಮಿತಿ ವತಿಯಿಂದ ಅಂಗನವಾಡಿ ಹಾಗೂ ಬಿಸಿಯೂಟ ನೌಕರರ ಸಂಘಟನೆಯಿಂದ ಪ್ರತಿಭಟನೆ ನಡೆಸಿ ಕೇಂದ್ರ ಸರ್ಕಾರ ಮುಂದಾಗಿದೆ. ಈ ನೌಕರರ ಕೆಲಸವನ್ನು ಬಲವಂತ ಮಾಡುವ ನೀತಿಯನ್ನು ಕೂಡಲೇ ಹಿಂಪಡೆಯಬೇಕು. ಬೆಲೆ ಏರಿಕೆ ನಿಯಂತ್ರಿಸಬೇಕು ಎಂದು ಪ್ರತಿಭಟನೆ ನಡೆಸಿದರು. [594, 741, 754, 791]
rifa-sidebar-title: ಮಾಹಿತಿ ಇಲ್ಲ ಎಂದ ಟೆಕ್ಚ್ [804, 1111, 887, 1122]
mudgal-headline: ಮುದಗಲ್: ಕುಡಿಯುವ ನೀರಿಗಾಗಿ ಮನವಿ [654, 1321, 867, 1340]
lokadalat-byline: ● ಸುದ್ದಿಮೂಲ ವಾರ್ತೆ ಬಳ್ಳಾರಿ, ಜು.09: [18, 737, 110, 745]
lead-headline-2: ಮೋದಿ ವಿದ್ಯಾರ್ಹತೆ ಹೇಳಲಿ [109, 151, 493, 202]
issue-day: ಗುರುವಾರ [843, 66, 870, 75]
covid-column-3 [352, 1262, 462, 1480]
lead-headline-1: ನನ್ನ ವಿದ್ಯಾರ್ಹತೆ ಕೇಳುವ ಬಿಜೆಪಿಯವರು [103, 109, 499, 145]
edition-cities [348, 64, 693, 92]
yellow-dot-icon [40, 42, 47, 49]
prakruthi-text: ಸೇವೆಯಲ್ಲಿ ಪ್ರಕೃತಿ ಫೌಂಡೇಷನ್ ನಿರಂತರವಾಗಿ ನಿಷ್ಠೆಯಿಂದ ಇದೆ ಎಂದರು. ನಂತರ ಮಾತನಾಡಿದ ಡಿಎಸ್ಎಸ್ ಕ ಬಳಗಾನೂರು ವಿಭಾಗೀಯ ಪ್ರಧಾನ ಕಾರ್ಯದರ್ಶಿ ಬಿ.ಮಹೇಶ್ ರವರು ಮಾತನಾಡಿ ಪ್ರಕೃತಿ ಫೌಂಡೇಷನ್ ಮಸ್ಕಿ ತಾಲೂಕ ಹಸಿರು ತಾಲೂಕನ್ನಾಗಿ ಹಸಿರು ಅಭಿಯಾನದ ಕಾರ್ಯ ಶ್ಲಾಘನೀಯ, ಇವರ ನಿಸ್ವಾರ್ಥ ಸೇವೆ ಹೀಗೆ ಮುಂದುವರಿಯಲಿ ಎಂದರು. ಈ ಸಂದರ್ಭದಲ್ಲಿ ಭೀಮನಾಯಕ ಹಾಗೂ ಪ್ರಕೃತಿ ಫೌಂಡೇಷನ್ ಪದಾಧಿಕಾರಿಗಳು ಪಾಂಡು ದೇಶ, ಸಂದೀಪ್ ಸಾಹುಕಾರ, ಬುದ್ಧ ಮತ್ತು ನಗರದ ಯುವಕರು ಇದ್ದರು. [764, 377, 927, 447]
cities-line: •ರಾಯಚೂರು •ಕೊಪ್ಪಳ •ಯಾದಗಿರಿ •ಕಲಬುರಗಿ •ಬಳ್ಳಾರಿ •ವಿಜಯನಗರ •ಬೀದರ [348, 80, 556, 89]
lokadalat-headline-2: ಲೋಕ್ ಅದಾಲತ್ [106, 704, 230, 728]
anganwadi-column-2 [764, 728, 927, 820]
website-link[interactable]: https://www.suddimoola.in [193, 66, 293, 75]
masthead [18, 58, 927, 104]
anganwadi-column-1 [594, 728, 754, 820]
rifa-sidebar [764, 1106, 927, 1302]
prakruthi-headline-1: ಬಳಗಾನೂರು: ಪ್ರಕೃತಿ ಫೌಂಡೇಷನ್ [660, 112, 861, 133]
lokadalat-headline-1: ಜು.12 ರಂದು ರಾಷ್ಟ್ರೀಯ [79, 676, 257, 700]
